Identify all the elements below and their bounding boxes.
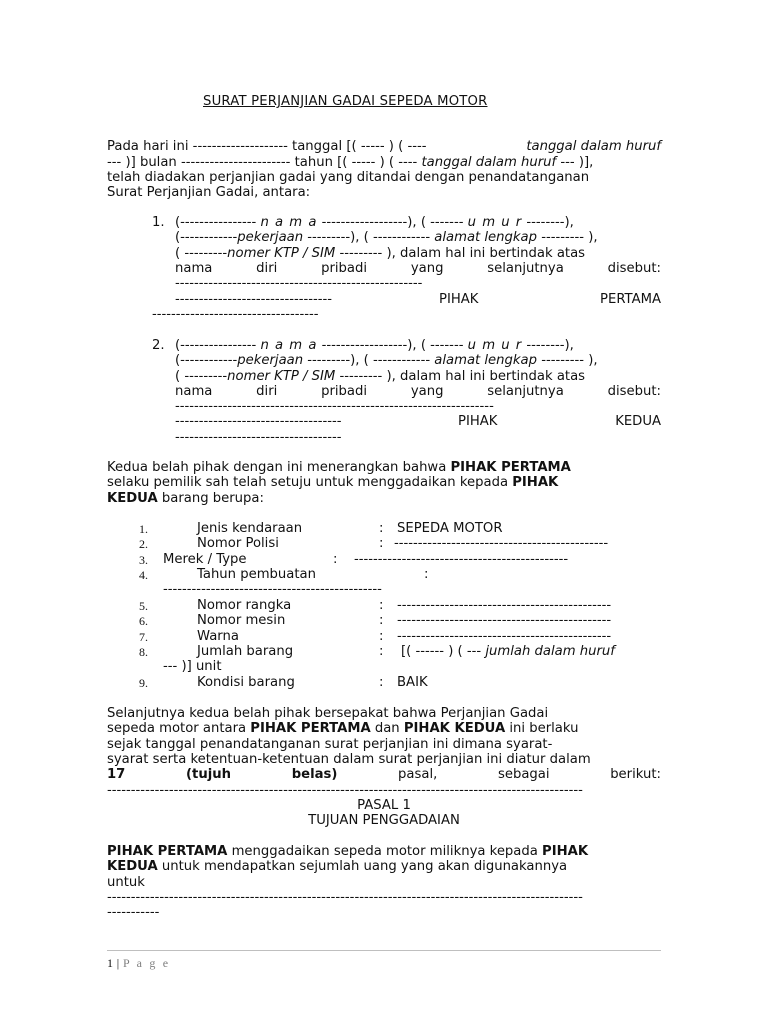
item-label: Tahun pembuatan [197, 567, 316, 582]
party2-line-4: nama diri pribadi yang selanjutnya disebut: [175, 384, 661, 399]
agreement-line-6: ---------------------------------------------------------------------------------------------------- [107, 783, 583, 798]
pasal1-line-3: untuk [107, 875, 145, 890]
item-colon: : [424, 567, 429, 582]
party1-line-5: ---------------------------------------------------- [175, 276, 423, 291]
item-label: Nomor mesin [197, 613, 286, 628]
item-value: --------------------------------------------- [394, 536, 609, 551]
item-number: 2. [139, 537, 148, 551]
item-label: Warna [197, 629, 239, 644]
document-title: SURAT PERJANJIAN GADAI SEPEDA MOTOR [203, 94, 488, 109]
item-colon: : [379, 613, 384, 628]
item-colon: : [379, 675, 384, 690]
footer-divider [107, 950, 661, 951]
party1-line-6-dash: --------------------------------- [175, 292, 333, 307]
pasal1-subheading: TUJUAN PENGGADAIAN [308, 813, 460, 828]
agreement-line-2: sepeda motor antara PIHAK PERTAMA dan PIHAK KEDUA ini berlaku [107, 721, 579, 736]
item-colon: : [379, 629, 384, 644]
item-label: Nomor Polisi [197, 536, 279, 551]
agreement-line-4: syarat serta ketentuan-ketentuan dalam surat perjanjian ini diatur dalam [107, 752, 591, 767]
item-value: --------------------------------------------- [397, 629, 612, 644]
party2-label-kedua: KEDUA [615, 414, 661, 429]
party2-line-5: ------------------------------------------------------------------- [175, 399, 494, 414]
agreement-line-1: Selanjutnya kedua belah pihak bersepakat bahwa Perjanjian Gadai [107, 706, 549, 721]
party1-line-3: ( ---------nomer KTP / SIM --------- ), dalam hal ini bertindak atas [175, 246, 586, 261]
item-number: 8. [139, 645, 148, 659]
party1-line-1: (---------------- n a m a ------------------), ( ------- u m u r --------), [175, 215, 574, 230]
item-colon: : [379, 521, 384, 536]
item-number: 5. [139, 599, 148, 613]
intro-line-2: --- )] bulan ----------------------- tahun [( ----- ) ( ---- tanggal dalam huruf --- )], [107, 155, 594, 170]
page-separator: | [113, 956, 124, 970]
page-footer [107, 956, 170, 970]
item-colon: : [379, 598, 384, 613]
declaration-line-3: KEDUA barang berupa: [107, 491, 264, 506]
item-number: 3. [139, 553, 148, 567]
party1-label-pertama: PERTAMA [600, 292, 661, 307]
party2-line-2: (------------pekerjaan ---------), ( ------------ alamat lengkap --------- ), [175, 353, 598, 368]
item-label: Jenis kendaraan [197, 521, 303, 536]
declaration-line-1: Kedua belah pihak dengan ini menerangkan bahwa PIHAK PERTAMA [107, 460, 571, 475]
intro-line-4: Surat Perjanjian Gadai, antara: [107, 185, 311, 200]
item-value: BAIK [397, 675, 428, 690]
item-value-continued: --- )] unit [163, 659, 222, 674]
party1-line-7: ----------------------------------- [152, 307, 319, 322]
party1-line-2: (------------pekerjaan ---------), ( ------------ alamat lengkap --------- ), [175, 230, 598, 245]
party2-line-1: (---------------- n a m a ------------------), ( ------- u m u r --------), [175, 338, 574, 353]
item-colon: : [379, 536, 384, 551]
item-number: 7. [139, 630, 148, 644]
agreement-line-5: 17 (tujuh belas) pasal, sebagai berikut: [107, 767, 661, 782]
party1-label-pihak: PIHAK [439, 292, 479, 307]
page-number: 1 [107, 956, 114, 970]
party2-number: 2. [152, 338, 165, 353]
item-value: ---------------------------------------------- [163, 582, 382, 597]
item-value: [( ------ ) ( --- jumlah dalam huruf [401, 644, 615, 659]
party2-line-3: ( ---------nomer KTP / SIM --------- ), dalam hal ini bertindak atas [175, 369, 586, 384]
pasal1-line-1: PIHAK PERTAMA menggadaikan sepeda motor miliknya kepada PIHAK [107, 844, 589, 859]
item-label: Nomor rangka [197, 598, 292, 613]
item-label: Kondisi barang [197, 675, 295, 690]
party1-number: 1. [152, 215, 165, 230]
party1-line-4: nama diri pribadi yang selanjutnya disebut: [175, 261, 661, 276]
item-value: --------------------------------------------- [397, 613, 612, 628]
item-number: 6. [139, 614, 148, 628]
pasal1-line-2: KEDUA untuk mendapatkan sejumlah uang yang akan digunakannya [107, 859, 568, 874]
party2-label-pihak: PIHAK [458, 414, 498, 429]
item-label: Jumlah barang [197, 644, 294, 659]
item-value: SEPEDA MOTOR [397, 521, 503, 536]
item-number: 1. [139, 522, 148, 536]
item-value: --------------------------------------------- [354, 552, 569, 567]
pasal1-heading: PASAL 1 [357, 798, 411, 813]
item-number: 4. [139, 568, 148, 582]
declaration-line-2: selaku pemilik sah telah setuju untuk menggadaikan kepada PIHAK [107, 475, 559, 490]
pasal1-line-5: ----------- [107, 905, 160, 920]
item-number: 9. [139, 676, 148, 690]
party2-line-7: ----------------------------------- [175, 430, 342, 445]
item-colon: : [333, 552, 338, 567]
party2-line-6-dash: ----------------------------------- [175, 414, 342, 429]
item-value: --------------------------------------------- [397, 598, 612, 613]
intro-line-3: telah diadakan perjanjian gadai yang ditandai dengan penandatanganan [107, 170, 590, 185]
intro-line-1: Pada hari ini -------------------- tanggal [( ----- ) ( ---- tanggal dalam huruf [107, 139, 661, 154]
item-colon: : [379, 644, 384, 659]
item-label: Merek / Type [163, 552, 247, 567]
page-word: P a g e [123, 956, 171, 970]
agreement-line-3: sejak tanggal penandatanganan surat perjanjian ini dimana syarat- [107, 737, 553, 752]
pasal1-line-4: ---------------------------------------------------------------------------------------------------- [107, 890, 583, 905]
